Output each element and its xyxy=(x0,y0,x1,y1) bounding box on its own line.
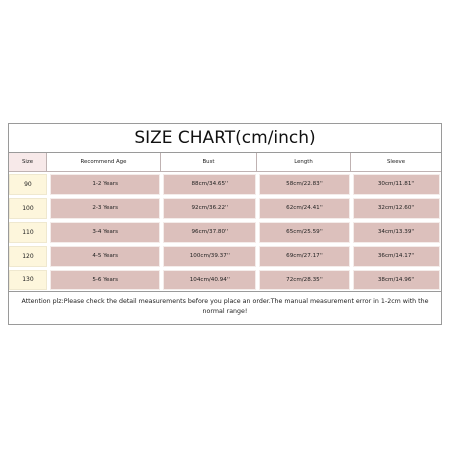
age-cell: 5-6 Years xyxy=(50,270,161,290)
header-bust: Bust xyxy=(161,153,257,172)
bust-cell: 104cm/40.94'' xyxy=(163,270,256,290)
sleeve-cell: 30cm/11.81'' xyxy=(353,174,440,195)
header-recommend-age: Recommend Age xyxy=(47,153,161,172)
sleeve-cell: 36cm/14.17'' xyxy=(353,246,440,267)
chart-title: SIZE CHART(cm/inch) xyxy=(9,124,441,153)
bust-cell: 96cm/37.80'' xyxy=(163,222,256,243)
attention-note: Attention plz:Please check the detail measurements before you place an order.The manual measurement error in 1-2cm with the normal range! xyxy=(21,298,429,315)
age-cell: 4-5 Years xyxy=(50,246,161,267)
bust-cell: 100cm/39.37'' xyxy=(163,246,256,267)
bust-cell: 92cm/36.22'' xyxy=(163,198,256,219)
table-header-row xyxy=(9,153,441,172)
table-row xyxy=(9,220,441,244)
header-sleeve: Sleeve xyxy=(351,153,441,172)
age-cell: 2-3 Years xyxy=(50,198,161,219)
header-length: Length xyxy=(257,153,351,172)
size-cell: 90 xyxy=(9,174,47,195)
length-cell: 65cm/25.59'' xyxy=(259,222,350,243)
table-row xyxy=(9,244,441,268)
size-cell: 120 xyxy=(9,246,47,267)
size-cell: 100 xyxy=(9,198,47,219)
table-row xyxy=(9,196,441,220)
length-cell: 62cm/24.41'' xyxy=(259,198,350,219)
sleeve-cell: 34cm/13.39'' xyxy=(353,222,440,243)
length-cell: 69cm/27.17'' xyxy=(259,246,350,267)
age-cell: 1-2 Years xyxy=(50,174,161,195)
size-cell: 130 xyxy=(9,270,47,290)
table-row xyxy=(9,172,441,196)
age-cell: 3-4 Years xyxy=(50,222,161,243)
size-cell: 110 xyxy=(9,222,47,243)
size-table xyxy=(9,153,441,292)
header-size: Size xyxy=(9,153,47,172)
bust-cell: 88cm/34.65'' xyxy=(163,174,256,195)
sleeve-cell: 38cm/14.96'' xyxy=(353,270,440,290)
length-cell: 72cm/28.35'' xyxy=(259,270,350,290)
length-cell: 58cm/22.83'' xyxy=(259,174,350,195)
table-row xyxy=(9,268,441,291)
sleeve-cell: 32cm/12.60'' xyxy=(353,198,440,219)
size-chart xyxy=(8,123,442,325)
